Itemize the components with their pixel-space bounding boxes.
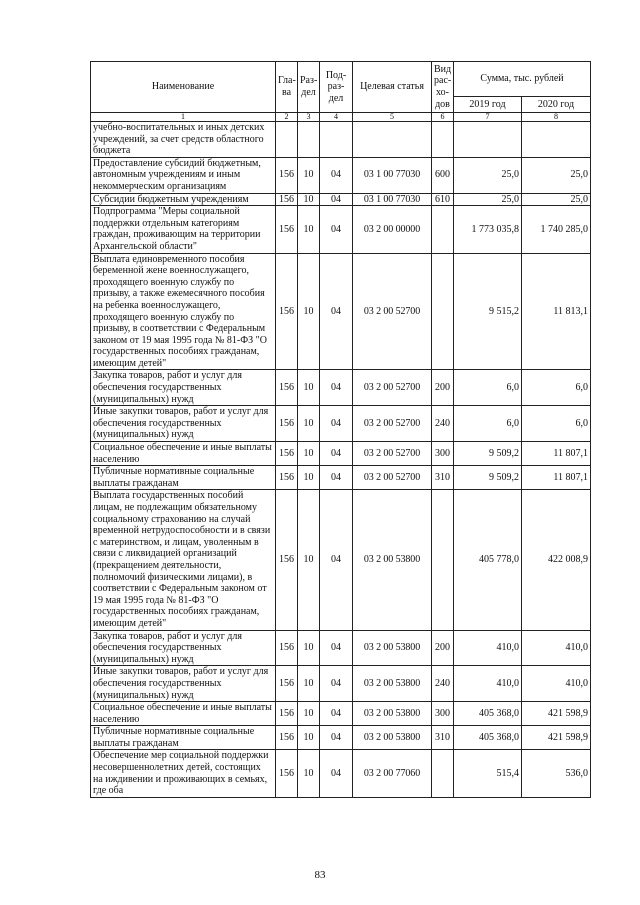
row-name: Обеспечение мер социальной поддержки несовершеннолетних детей, состоящих на иждивении и проживающих в семьях, где оба (91, 750, 276, 797)
row-sum-2020: 11 813,1 (522, 253, 591, 370)
column-index: 2 (276, 113, 298, 122)
table-row (91, 750, 591, 797)
header-podrazdel: Под-раз-дел (320, 62, 353, 113)
table-row (91, 726, 591, 750)
table-row (91, 193, 591, 206)
row-sum-2019: 1 773 035,8 (454, 206, 522, 253)
row-expense-type: 300 (432, 442, 454, 466)
row-glava: 156 (276, 750, 298, 797)
header-sum: Сумма, тыс. рублей (454, 62, 591, 97)
row-sum-2019: 9 515,2 (454, 253, 522, 370)
row-podrazdel: 04 (320, 630, 353, 666)
row-podrazdel: 04 (320, 406, 353, 442)
row-sum-2020: 25,0 (522, 193, 591, 206)
row-expense-type: 310 (432, 726, 454, 750)
row-target: 03 2 00 52700 (353, 253, 432, 370)
row-name: Закупка товаров, работ и услуг для обеспечения государственных (муниципальных) нужд (91, 370, 276, 406)
row-razdel: 10 (298, 466, 320, 490)
column-index: 3 (298, 113, 320, 122)
row-expense-type (432, 206, 454, 253)
column-index: 1 (91, 113, 276, 122)
row-podrazdel (320, 122, 353, 158)
row-name: Предоставление субсидий бюджетным, автономным учреждениям и иным некоммерческим организациям (91, 157, 276, 193)
row-sum-2019: 25,0 (454, 193, 522, 206)
row-target: 03 2 00 52700 (353, 370, 432, 406)
header-year-2019: 2019 год (454, 97, 522, 113)
budget-table (90, 61, 591, 798)
row-glava: 156 (276, 666, 298, 702)
table-row (91, 406, 591, 442)
row-podrazdel: 04 (320, 206, 353, 253)
table-body (91, 113, 591, 798)
row-target: 03 2 00 52700 (353, 406, 432, 442)
row-name: Выплата государственных пособий лицам, не подлежащим обязательному социальному страхованию на случай временной нетрудоспособности и в связи с материнством, и лицам, уволенным в связи с ликвидацией организаций (прекращением деятельности, полномочий физическими лицами), в соответствии с Федеральным законом от 19 мая 1995 года № 81-ФЗ "О государственных пособиях гражданам, имеющим детей" (91, 490, 276, 630)
row-glava: 156 (276, 442, 298, 466)
row-sum-2019: 410,0 (454, 666, 522, 702)
row-razdel: 10 (298, 490, 320, 630)
table-row (91, 630, 591, 666)
row-glava: 156 (276, 370, 298, 406)
row-target: 03 2 00 52700 (353, 442, 432, 466)
row-glava: 156 (276, 206, 298, 253)
row-expense-type (432, 750, 454, 797)
row-razdel: 10 (298, 666, 320, 702)
row-expense-type: 600 (432, 157, 454, 193)
table-row (91, 253, 591, 370)
row-razdel: 10 (298, 750, 320, 797)
table-row (91, 490, 591, 630)
table-row (91, 466, 591, 490)
row-sum-2020: 1 740 285,0 (522, 206, 591, 253)
row-target: 03 2 00 77060 (353, 750, 432, 797)
row-sum-2019 (454, 122, 522, 158)
row-razdel: 10 (298, 406, 320, 442)
row-name: Субсидии бюджетным учреждениям (91, 193, 276, 206)
row-glava: 156 (276, 466, 298, 490)
row-razdel: 10 (298, 370, 320, 406)
row-sum-2019: 405 368,0 (454, 702, 522, 726)
row-sum-2019: 9 509,2 (454, 466, 522, 490)
row-glava: 156 (276, 193, 298, 206)
row-razdel: 10 (298, 630, 320, 666)
row-expense-type: 240 (432, 406, 454, 442)
row-glava: 156 (276, 253, 298, 370)
row-sum-2020: 25,0 (522, 157, 591, 193)
row-name: Публичные нормативные социальные выплаты гражданам (91, 726, 276, 750)
table-row (91, 370, 591, 406)
row-glava: 156 (276, 702, 298, 726)
header-year-2020: 2020 год (522, 97, 591, 113)
row-sum-2020: 536,0 (522, 750, 591, 797)
row-sum-2020: 421 598,9 (522, 726, 591, 750)
row-sum-2019: 6,0 (454, 406, 522, 442)
row-sum-2019: 6,0 (454, 370, 522, 406)
row-podrazdel: 04 (320, 193, 353, 206)
row-sum-2020: 421 598,9 (522, 702, 591, 726)
header-target: Целевая статья (353, 62, 432, 113)
row-expense-type (432, 122, 454, 158)
row-target (353, 122, 432, 158)
column-index: 7 (454, 113, 522, 122)
row-target: 03 2 00 53800 (353, 666, 432, 702)
row-razdel: 10 (298, 702, 320, 726)
row-podrazdel: 04 (320, 702, 353, 726)
row-name: Социальное обеспечение и иные выплаты населению (91, 442, 276, 466)
row-target: 03 2 00 53800 (353, 490, 432, 630)
row-target: 03 1 00 77030 (353, 193, 432, 206)
row-glava: 156 (276, 157, 298, 193)
row-razdel: 10 (298, 193, 320, 206)
row-razdel (298, 122, 320, 158)
row-expense-type (432, 490, 454, 630)
row-name: Закупка товаров, работ и услуг для обеспечения государственных (муниципальных) нужд (91, 630, 276, 666)
row-razdel: 10 (298, 442, 320, 466)
row-target: 03 2 00 00000 (353, 206, 432, 253)
row-target: 03 2 00 53800 (353, 702, 432, 726)
row-name: Иные закупки товаров, работ и услуг для обеспечения государственных (муниципальных) нужд (91, 406, 276, 442)
row-name: Социальное обеспечение и иные выплаты населению (91, 702, 276, 726)
row-glava: 156 (276, 726, 298, 750)
row-target: 03 2 00 52700 (353, 466, 432, 490)
table-row (91, 666, 591, 702)
row-expense-type: 300 (432, 702, 454, 726)
table-row (91, 122, 591, 158)
row-razdel: 10 (298, 726, 320, 750)
row-sum-2019: 405 368,0 (454, 726, 522, 750)
column-index: 5 (353, 113, 432, 122)
page-number: 83 (314, 869, 326, 881)
row-expense-type: 200 (432, 370, 454, 406)
row-name: Иные закупки товаров, работ и услуг для обеспечения государственных (муниципальных) нужд (91, 666, 276, 702)
row-podrazdel: 04 (320, 726, 353, 750)
table-row (91, 157, 591, 193)
column-index: 4 (320, 113, 353, 122)
row-podrazdel: 04 (320, 666, 353, 702)
row-expense-type: 310 (432, 466, 454, 490)
row-name: Публичные нормативные социальные выплаты гражданам (91, 466, 276, 490)
column-index-row (91, 113, 591, 122)
row-expense-type: 610 (432, 193, 454, 206)
column-index: 8 (522, 113, 591, 122)
row-glava: 156 (276, 490, 298, 630)
row-razdel: 10 (298, 157, 320, 193)
header-expense-type: Вид рас-хо-дов (432, 62, 454, 113)
row-target: 03 2 00 53800 (353, 630, 432, 666)
row-target: 03 1 00 77030 (353, 157, 432, 193)
row-sum-2020: 422 008,9 (522, 490, 591, 630)
row-sum-2020: 6,0 (522, 370, 591, 406)
header-name: Наименование (91, 62, 276, 113)
row-sum-2020: 11 807,1 (522, 466, 591, 490)
row-glava (276, 122, 298, 158)
row-podrazdel: 04 (320, 253, 353, 370)
table-row (91, 702, 591, 726)
row-name: Подпрограмма "Меры социальной поддержки отдельным категориям граждан, проживающим на территории Архангельской области" (91, 206, 276, 253)
table-row (91, 442, 591, 466)
row-podrazdel: 04 (320, 466, 353, 490)
row-razdel: 10 (298, 253, 320, 370)
table-row (91, 206, 591, 253)
row-glava: 156 (276, 630, 298, 666)
row-podrazdel: 04 (320, 750, 353, 797)
row-sum-2020 (522, 122, 591, 158)
row-podrazdel: 04 (320, 157, 353, 193)
row-sum-2019: 410,0 (454, 630, 522, 666)
row-expense-type (432, 253, 454, 370)
row-expense-type: 240 (432, 666, 454, 702)
row-sum-2019: 9 509,2 (454, 442, 522, 466)
row-glava: 156 (276, 406, 298, 442)
row-sum-2020: 11 807,1 (522, 442, 591, 466)
row-sum-2019: 515,4 (454, 750, 522, 797)
row-sum-2020: 6,0 (522, 406, 591, 442)
column-index: 6 (432, 113, 454, 122)
row-podrazdel: 04 (320, 442, 353, 466)
row-razdel: 10 (298, 206, 320, 253)
row-sum-2020: 410,0 (522, 630, 591, 666)
row-sum-2019: 25,0 (454, 157, 522, 193)
row-sum-2020: 410,0 (522, 666, 591, 702)
row-name: Выплата единовременного пособия беременной жене военнослужащего, проходящего военную службу по призыву, а также ежемесячного пособия на ребенка военнослужащего, проходящего военную службу по призыву, в соответствии с Федеральным законом от 19 мая 1995 года № 81-ФЗ "О государственных пособиях гражданам, имеющим детей" (91, 253, 276, 370)
row-podrazdel: 04 (320, 370, 353, 406)
row-podrazdel: 04 (320, 490, 353, 630)
header-glava: Гла-ва (276, 62, 298, 113)
row-expense-type: 200 (432, 630, 454, 666)
header-razdel: Раз-дел (298, 62, 320, 113)
row-sum-2019: 405 778,0 (454, 490, 522, 630)
row-name: учебно-воспитательных и иных детских учреждений, за счет средств областного бюджета (91, 122, 276, 158)
row-target: 03 2 00 53800 (353, 726, 432, 750)
